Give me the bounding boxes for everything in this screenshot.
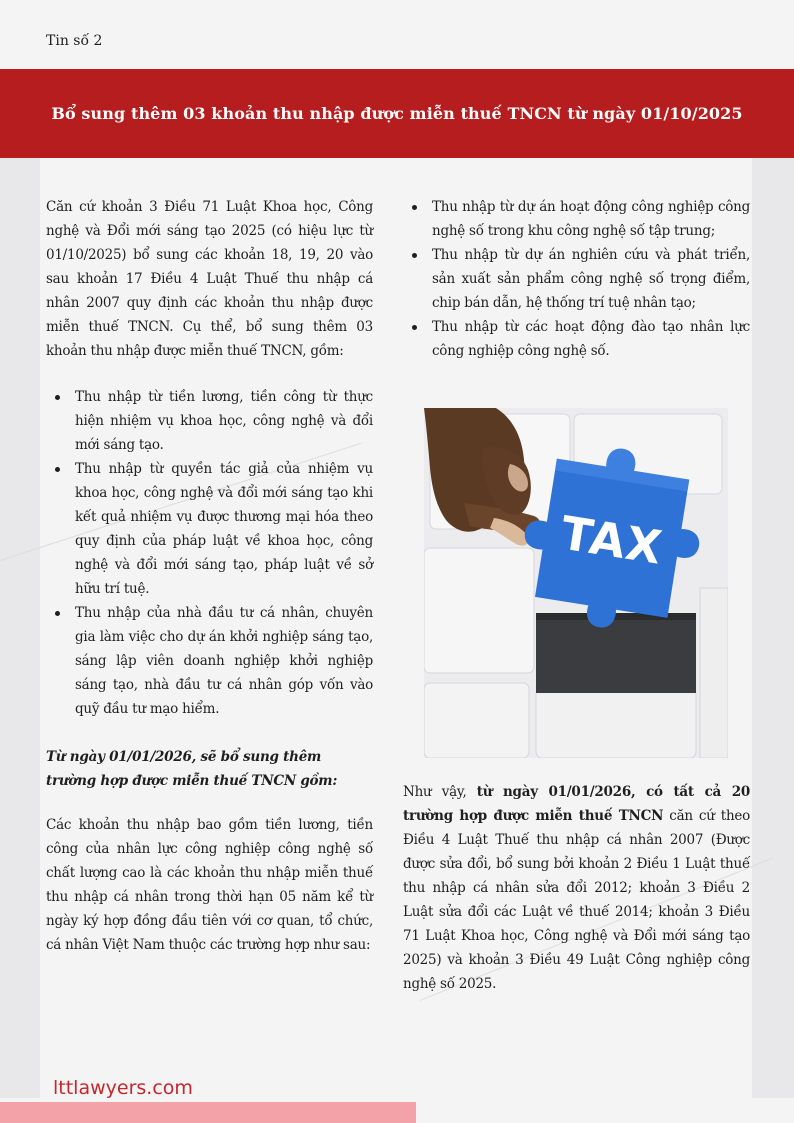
conclusion-highlight: từ ngày 01/01/2026, có tất cả 20 trường hợp được miễn thuế TNCN [403, 784, 750, 824]
conclusion-block [403, 780, 750, 996]
section-subheading: Từ ngày 01/01/2026, sẽ bổ sung thêm trường hợp được miễn thuế TNCN gồm: [46, 749, 338, 789]
digital-tech-income-list [403, 195, 750, 363]
footer-accent-bar [0, 1102, 416, 1123]
body-paragraph: Các khoản thu nhập bao gồm tiền lương, tiền công của nhân lực công nghiệp công nghệ số chất lượng cao là các khoản thu nhập miễn thuế thu nhập cá nhân trong thời hạn 05 năm kể từ ngày ký hợp đồng đầu tiên với cơ quan, tổ chức, cá nhân Việt Nam thuộc các trường hợp như sau: [46, 817, 373, 953]
tax-label: TAX [557, 505, 667, 575]
website-link[interactable]: lttlawyers.com [53, 1077, 193, 1099]
list-item: Thu nhập của nhà đầu tư cá nhân, chuyên gia làm việc cho dự án khởi nghiệp sáng tạo, sáng lập viên doanh nghiệp khởi nghiệp sáng tạo, nhà đầu tư cá nhân góp vốn vào quỹ đầu tư mạo hiểm. [75, 601, 373, 721]
issue-label: Tin số 2 [46, 33, 103, 49]
list-item: Thu nhập từ quyền tác giả của nhiệm vụ khoa học, công nghệ và đổi mới sáng tạo khi kết quả nhiệm vụ được thương mại hóa theo quy định của pháp luật về khoa học, công nghệ và đổi mới sáng tạo, pháp luật về sở hữu trí tuệ. [75, 457, 373, 601]
list-item: Thu nhập từ dự án nghiên cứu và phát triển, sản xuất sản phẩm công nghệ số trọng điểm, chip bán dẫn, hệ thống trí tuệ nhân tạo; [432, 243, 750, 315]
background-shape [0, 158, 40, 1098]
conclusion-paragraph [403, 780, 750, 996]
left-column [46, 195, 373, 957]
page-title: Bổ sung thêm 03 khoản thu nhập được miễn thuế TNCN từ ngày 01/10/2025 [51, 104, 743, 123]
exempt-income-list [46, 385, 373, 721]
list-item: Thu nhập từ dự án hoạt động công nghiệp công nghệ số trong khu công nghệ số tập trung; [432, 195, 750, 243]
background-shape [752, 158, 794, 1098]
tax-puzzle-image [424, 408, 728, 758]
conclusion-text: căn cứ theo Điều 4 Luật Thuế thu nhập cá nhân 2007 (Được được sửa đổi, bổ sung bởi khoản 2 Điều 1 Luật thuế thu nhập cá nhân sửa đổi 2012; khoản 3 Điều 2 Luật sửa đổi các Luật về thuế 2014; khoản 3 Điều 71 Luật Khoa học, Công nghệ và Đổi mới sáng tạo 2025) và khoản 3 Điều 49 Luật Công nghiệp công nghệ số 2025. [403, 808, 750, 992]
right-column [403, 195, 750, 363]
title-banner [0, 69, 794, 158]
conclusion-prefix: Như vậy, [403, 784, 477, 800]
list-item: Thu nhập từ các hoạt động đào tạo nhân lực công nghiệp công nghệ số. [432, 315, 750, 363]
list-item: Thu nhập từ tiền lương, tiền công từ thực hiện nhiệm vụ khoa học, công nghệ và đổi mới sáng tạo. [75, 385, 373, 457]
intro-paragraph: Căn cứ khoản 3 Điều 71 Luật Khoa học, Công nghệ và Đổi mới sáng tạo 2025 (có hiệu lực từ 01/10/2025) bổ sung các khoản 18, 19, 20 vào sau khoản 17 Điều 4 Luật Thuế thu nhập cá nhân 2007 quy định các khoản thu nhập được miễn thuế TNCN. Cụ thể, bổ sung thêm 03 khoản thu nhập được miễn thuế TNCN, gồm: [46, 199, 373, 359]
